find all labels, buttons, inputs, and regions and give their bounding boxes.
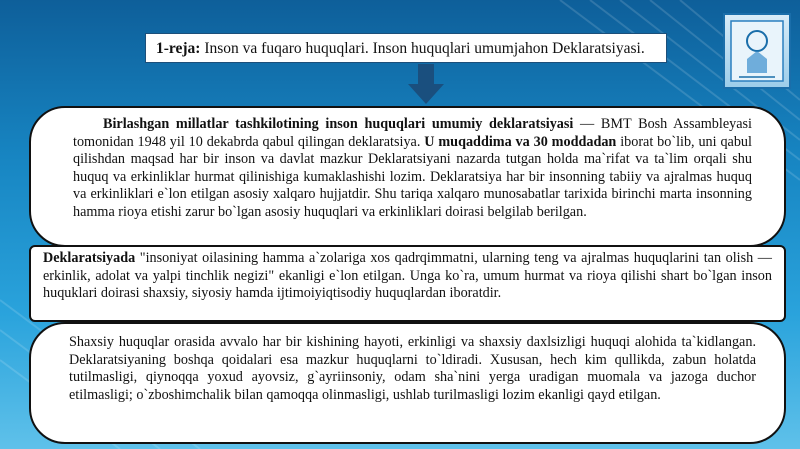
university-emblem-icon: [723, 13, 791, 89]
plan-text: Inson va fuqaro huquqlari. Inson huquqlari umumjahon Deklaratsiyasi.: [200, 40, 645, 57]
block2-bold-intro: Deklaratsiyada: [43, 250, 136, 266]
block3-text: Shaxsiy huquqlar orasida avvalo har bir kishining hayoti, erkinligi va shaxsiy daxlsizligi huquqi alohida ta`kidlangan. Deklaratsiyaning boshqa qoidalari esa mazkur huquqlarni to`ldiradi. Xususan, hech kim qullikda, zabun holatda tutilmasligi, qiynoqqa yoxud ayovsiz, g`ayriinsoniy, odam sha`nini yerga uradigan muomala va jazoga duchor etilmasligi; o`zboshimchalik bilan qamoqqa olinmasligi, ushlab turilmasligi lozim ekanligi qayd etilgan.: [69, 334, 756, 403]
declaration-definition-block: [29, 106, 786, 247]
block2-text: "insoniyat oilasining hamma a`zolariga xos qadrqimmatni, ularning teng va ajralmas huquqlarini tan olish — erkinlik, adolat va yalpi tinchlik negizi" ekanligi e`lon etilgan. Unga ko`ra, umum hurmat va rioya qilishi shart bo`lgan inson huquklari doirasi shaxsiy, siyosiy hamda ijtimoiyiqtisodiy huquqlardan iboratdir.: [43, 250, 772, 302]
personal-rights-block: [29, 322, 786, 444]
block1-text-a: — BMT Bosh Assambleyasi tomonidan 1948 yil 10 dekabrda qabul qilingan deklaratsiya.: [73, 116, 752, 150]
plan-title: [145, 33, 667, 63]
block1-bold-mid: U muqaddima va 30 moddadan: [424, 133, 617, 150]
block1-bold-intro: Birlashgan millatlar tashkilotining inson huquqlari umumiy deklaratsiyasi: [103, 116, 574, 132]
plan-label: 1-reja:: [156, 40, 201, 57]
down-arrow-icon: [406, 64, 446, 104]
declaration-content-block: [29, 245, 786, 322]
block1-text-b: iborat bo`lib, uni qabul qilishdan maqsad har bir inson va davlat mazkur Deklaratsiyani nazarda tutgan holda ma`rifat va ta`lim orqali shu huquq va erkinliklar hurmat qilinishiga kumaklashishi lozim. Deklaratsiya har bir insonning tabiiy va ajralmas huquq va erkinliklari e`lon etilgan asosiy xalqaro hujjatdir. Shu tariqa xalqaro munosabatlar tarixida birinchi marta insonning hamma rioya etishi zarur bo`lgan asosiy huquqlari va erkinliklari doirasi belgilab berilgan.: [73, 133, 752, 220]
emblem-graphic: [725, 15, 789, 87]
